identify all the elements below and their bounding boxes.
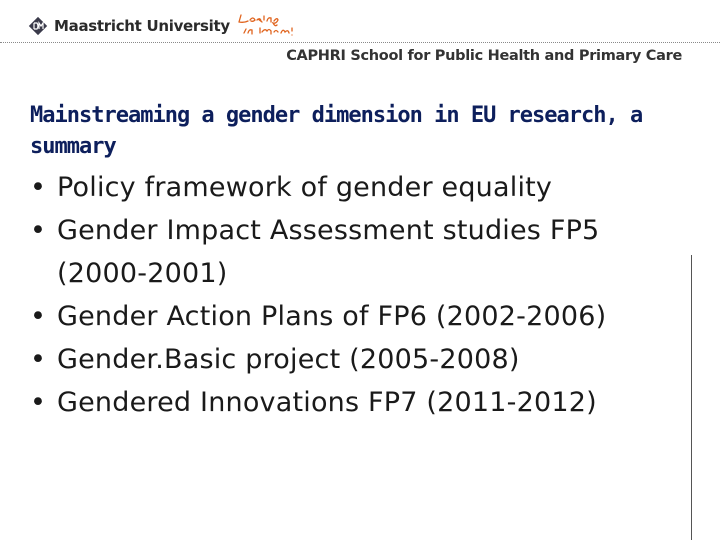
header-divider bbox=[0, 42, 720, 43]
university-name: Maastricht University bbox=[54, 17, 230, 35]
bullet-text: Gendered Innovations FP7 (2011-2012) bbox=[57, 387, 597, 418]
university-logo bbox=[28, 13, 306, 39]
bullet-text: Gender.Basic project (2005-2008) bbox=[57, 344, 520, 375]
slide-title: Mainstreaming a gender dimension in EU research, a summary bbox=[30, 103, 643, 159]
bullet-item bbox=[30, 166, 675, 209]
bullet-dot-icon: • bbox=[30, 215, 47, 246]
bullet-item bbox=[30, 381, 675, 424]
bullet-list bbox=[30, 166, 675, 424]
slide-header bbox=[0, 0, 720, 80]
slide-right-border bbox=[691, 255, 692, 540]
bullet-text: Gender Action Plans of FP6 (2002-2006) bbox=[57, 301, 607, 332]
bullet-dot-icon: • bbox=[30, 172, 47, 203]
bullet-item bbox=[30, 295, 675, 338]
bullet-text: Policy framework of gender equality bbox=[57, 172, 553, 203]
school-name: CAPHRI School for Public Health and Primary Care bbox=[286, 48, 682, 64]
bullet-dot-icon: • bbox=[30, 301, 47, 332]
bullet-dot-icon: • bbox=[30, 387, 47, 418]
bullet-item bbox=[30, 209, 675, 295]
tagline-handwritten-logo bbox=[236, 11, 306, 41]
bullet-text: Gender Impact Assessment studies FP5 (2000-2001) bbox=[57, 215, 600, 289]
bullet-dot-icon: • bbox=[30, 344, 47, 375]
university-logo-mark-icon bbox=[28, 16, 48, 36]
bullet-item bbox=[30, 338, 675, 381]
